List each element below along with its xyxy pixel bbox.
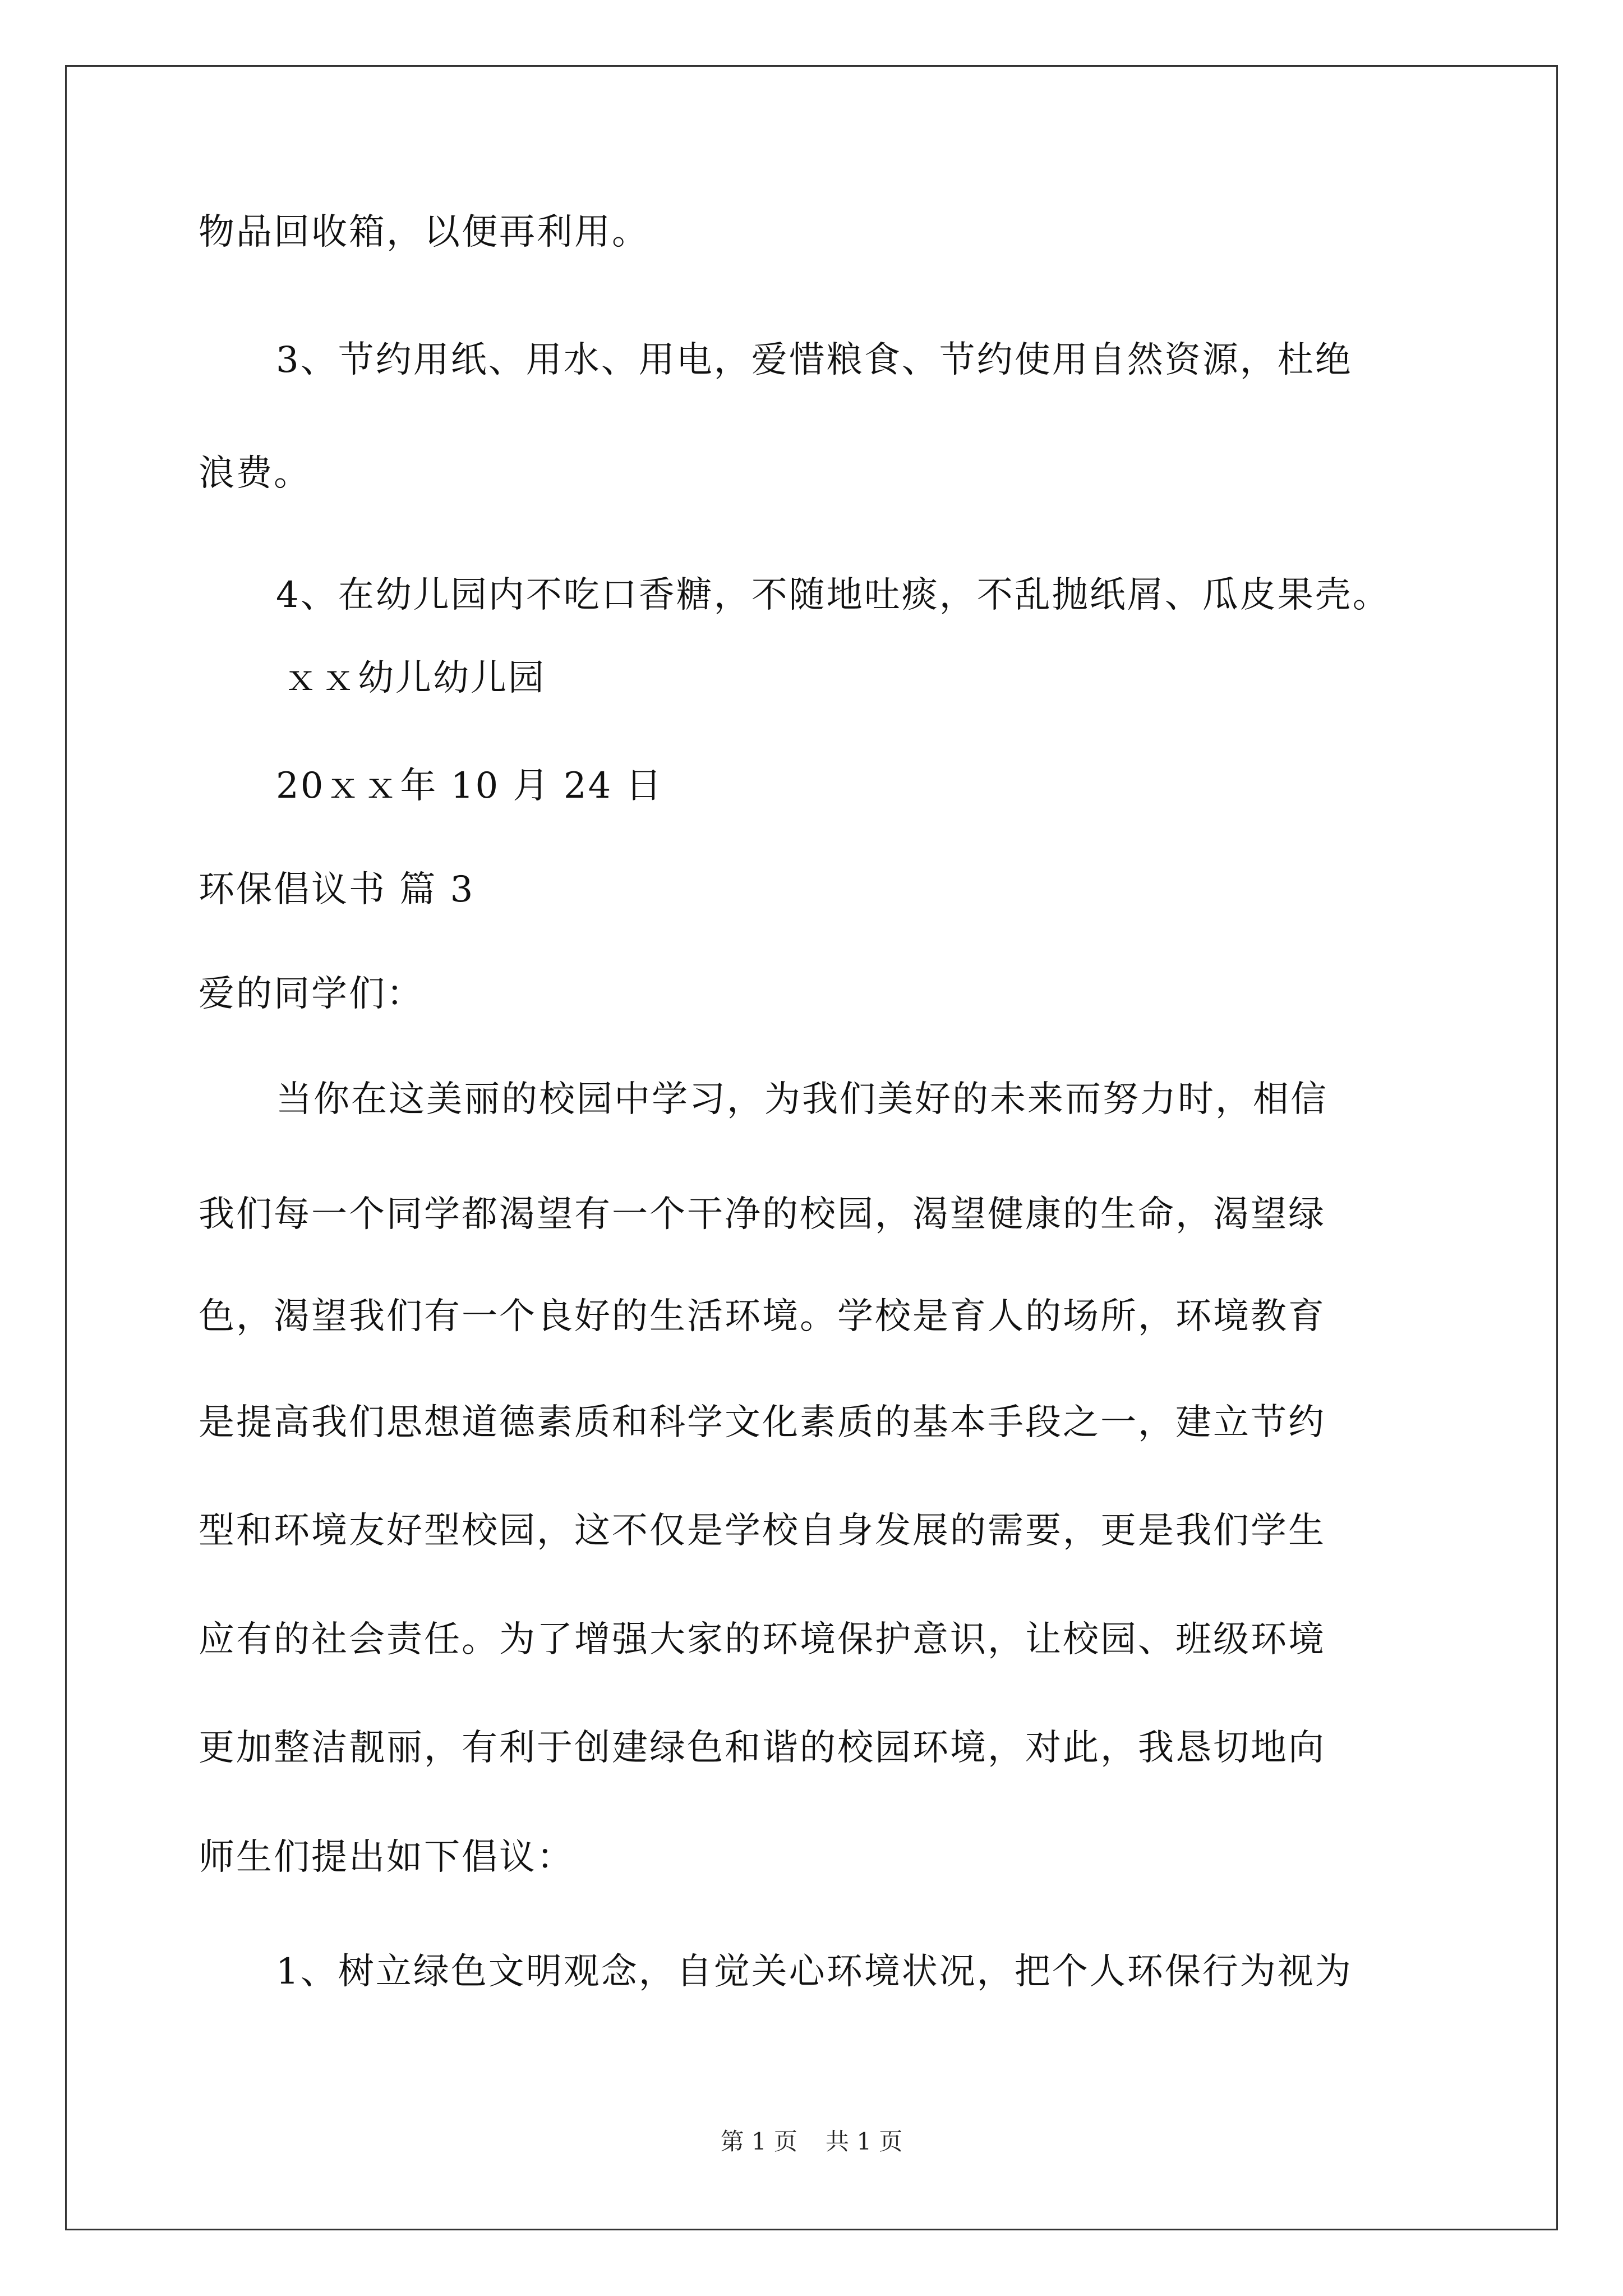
text-line: 4、在幼儿园内不吃口香糖，不随地吐痰，不乱抛纸屑、瓜皮果壳。 <box>276 574 1390 616</box>
page-border <box>65 65 1558 2230</box>
text-line: 色，渴望我们有一个良好的生活环境。学校是育人的场所，环境教育 <box>199 1296 1326 1337</box>
text-line: 物品回收箱，以便再利用。 <box>199 211 649 253</box>
signature-organization: ｘｘ幼儿幼儿园 <box>283 657 546 699</box>
text-line: 1、树立绿色文明观念，自觉关心环境状况，把个人环保行为视为 <box>276 1951 1353 1993</box>
salutation: 爱的同学们： <box>199 973 424 1015</box>
text-line: 3、节约用纸、用水、用电，爱惜粮食、节约使用自然资源，杜绝 <box>276 339 1353 381</box>
page-total: 共 1 页 <box>826 2128 903 2155</box>
signature-date: 20ｘｘ年 10 月 24 日 <box>276 765 663 807</box>
text-line: 型和环境友好型校园，这不仅是学校自身发展的需要，更是我们学生 <box>199 1510 1326 1552</box>
text-line: 师生们提出如下倡议： <box>199 1837 574 1878</box>
text-line: 当你在这美丽的校园中学习，为我们美好的未来而努力时，相信 <box>276 1079 1328 1120</box>
section-heading: 环保倡议书 篇 3 <box>199 869 475 910</box>
text-line: 更加整洁靓丽，有利于创建绿色和谐的校园环境，对此，我恳切地向 <box>199 1727 1326 1769</box>
text-line: 浪费。 <box>199 453 311 494</box>
text-line: 我们每一个同学都渴望有一个干净的校园，渴望健康的生命，渴望绿 <box>199 1194 1326 1235</box>
page-number: 第 1 页 <box>720 2128 797 2155</box>
text-line: 应有的社会责任。为了增强大家的环境保护意识，让校园、班级环境 <box>199 1619 1326 1660</box>
text-line: 是提高我们思想道德素质和科学文化素质的基本手段之一，建立节约 <box>199 1402 1326 1443</box>
page-footer <box>0 2125 1623 2159</box>
